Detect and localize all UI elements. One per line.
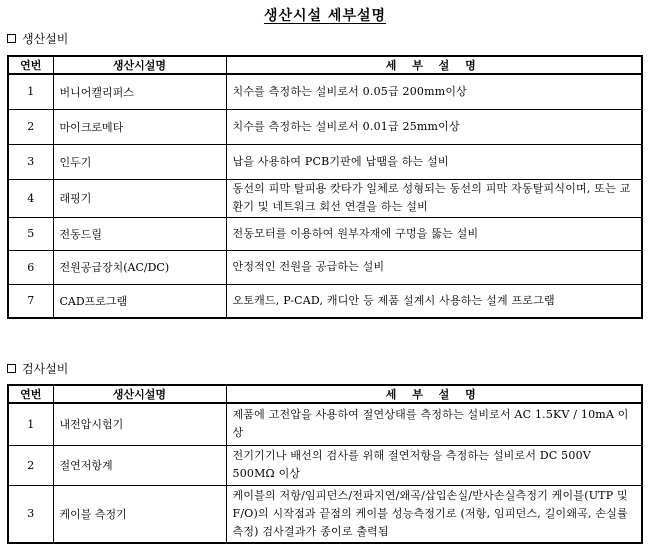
production-table (7, 55, 643, 319)
row-no: 5 (8, 217, 53, 250)
row-name: 인두기 (53, 144, 226, 179)
row-desc: 오토캐드, P-CAD, 캐디안 등 제품 설계시 사용하는 설계 프로그램 (226, 284, 642, 318)
table-row (8, 217, 642, 250)
row-name: 내전압시험기 (53, 403, 226, 445)
section-heading-inspection (7, 360, 68, 377)
table-row (8, 284, 642, 318)
row-desc: 케이블의 저항/임피던스/전파지연/왜곡/삽입손실/반사손실측정기 케이블(UTP 및 F/O)의 시작점과 끝점의 케이블 성능측정기로 (저항, 임피던스, 길이왜곡, 손실률 측정) 검사결과가 종이로 출력됨 (226, 485, 642, 543)
row-name: 전원공급장치(AC/DC) (53, 250, 226, 284)
row-desc: 안정적인 전원을 공급하는 설비 (226, 250, 642, 284)
table-row (8, 144, 642, 179)
row-desc: 납을 사용하여 PCB기판에 납땜을 하는 설비 (226, 144, 642, 179)
row-no: 6 (8, 250, 53, 284)
section-heading-label: 검사설비 (22, 362, 69, 376)
row-desc: 제품에 고전압을 사용하여 절연상태를 측정하는 설비로서 AC 1.5KV / 10mA 이상 (226, 403, 642, 445)
row-name: 전동드릴 (53, 217, 226, 250)
row-no: 1 (8, 403, 53, 445)
header-name: 생산시설명 (53, 56, 226, 74)
row-no: 3 (8, 485, 53, 543)
section-heading-label: 생산설비 (22, 32, 69, 46)
row-no: 2 (8, 445, 53, 485)
table-row (8, 179, 642, 217)
row-name: 래핑기 (53, 179, 226, 217)
row-name: 마이크로메타 (53, 109, 226, 144)
table-row (8, 109, 642, 144)
row-no: 2 (8, 109, 53, 144)
table-row (8, 74, 642, 109)
row-no: 4 (8, 179, 53, 217)
table-row (8, 485, 642, 543)
header-desc: 세 부 설 명 (226, 56, 642, 74)
table-row (8, 250, 642, 284)
row-name: 버니어캘리퍼스 (53, 74, 226, 109)
row-no: 1 (8, 74, 53, 109)
checkbox-square-icon (7, 34, 16, 43)
row-name: 케이블 측정기 (53, 485, 226, 543)
row-no: 3 (8, 144, 53, 179)
row-desc: 치수를 측정하는 설비로서 0.05급 200mm이상 (226, 74, 642, 109)
page-title: 생산시설 세부설명 (263, 8, 387, 24)
header-no: 연번 (8, 56, 53, 74)
row-no: 7 (8, 284, 53, 318)
table-row (8, 445, 642, 485)
table-row (8, 403, 642, 445)
row-desc: 동선의 피막 탈피용 캇타가 일체로 성형되는 동선의 피막 자동탈피식이며, 또는 교환기 및 네트워크 회선 연결을 하는 설비 (226, 179, 642, 217)
header-no: 연번 (8, 385, 53, 403)
row-desc: 전기기기나 배선의 검사를 위해 절연저항을 측정하는 설비로서 DC 500V 500MΩ 이상 (226, 445, 642, 485)
row-name: CAD프로그램 (53, 284, 226, 318)
header-name: 생산시설명 (53, 385, 226, 403)
row-name: 절연저항계 (53, 445, 226, 485)
header-desc: 세 부 설 명 (226, 385, 642, 403)
inspection-table (7, 384, 643, 544)
section-heading-production (7, 30, 68, 47)
checkbox-square-icon (7, 364, 16, 373)
row-desc: 치수를 측정하는 설비로서 0.01급 25mm이상 (226, 109, 642, 144)
row-desc: 전동모터를 이용하여 원부자재에 구멍을 뚫는 설비 (226, 217, 642, 250)
